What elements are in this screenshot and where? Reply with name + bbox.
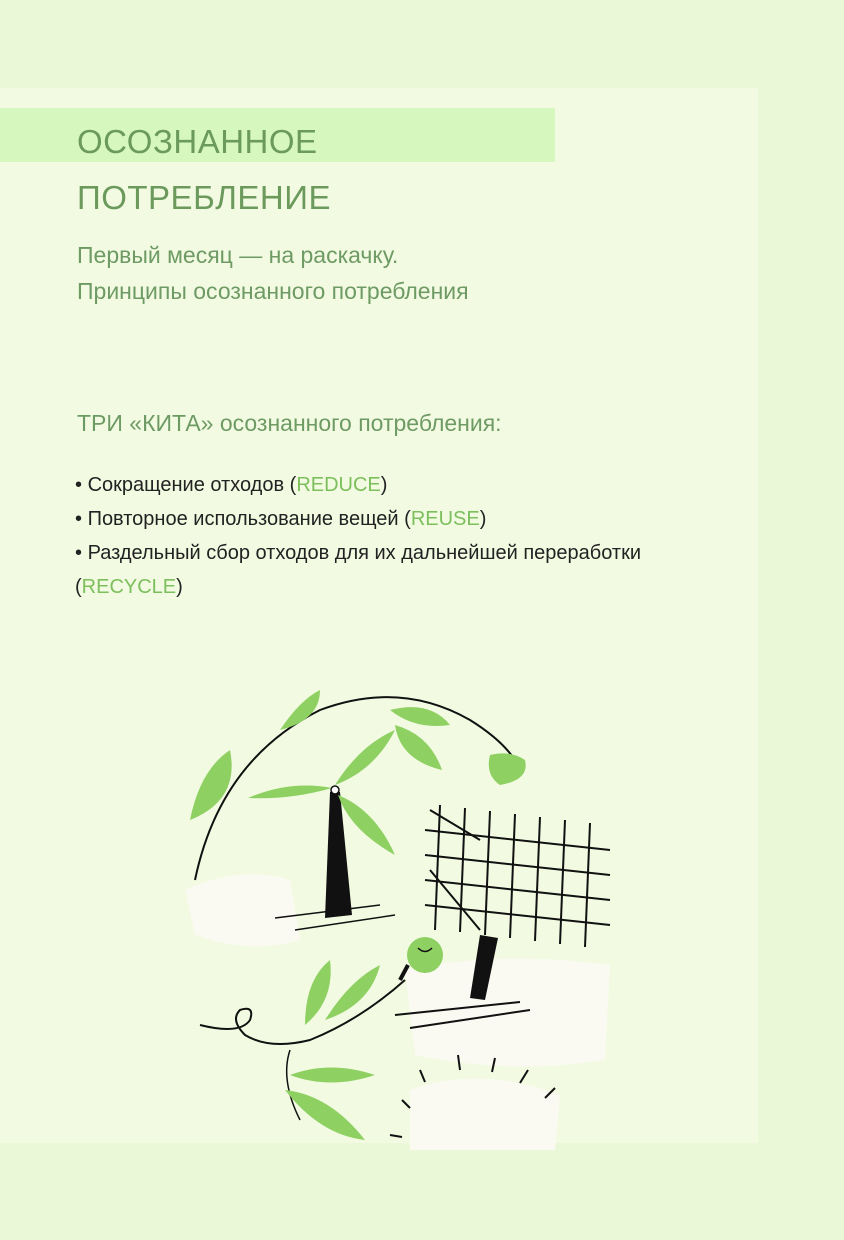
bullet: •: [75, 542, 88, 564]
page-title: [77, 114, 331, 226]
list-item-recycle: [75, 536, 735, 570]
item-paren: ): [380, 474, 388, 496]
item-paren: ): [176, 576, 183, 598]
item-paren: ): [479, 508, 487, 530]
item-text: Раздельный сбор отходов для их дальнейшей переработки: [87, 542, 642, 564]
bullet: •: [75, 474, 88, 496]
subtitle-line-2: Принципы осознанного потребления: [77, 278, 469, 304]
item-text: Сокращение отходов (: [87, 474, 297, 496]
item-term: REUSE: [410, 508, 480, 530]
list-item-recycle-cont: [75, 570, 735, 604]
list-item-reuse: [75, 502, 735, 536]
item-text: Повторное использование вещей (: [87, 508, 411, 530]
item-term: RECYCLE: [81, 576, 177, 598]
pillars-list: [75, 468, 735, 604]
item-term: REDUCE: [296, 474, 381, 496]
vine-icon: [195, 697, 520, 880]
eco-illustration: [180, 680, 620, 1150]
item-paren: (: [75, 576, 82, 598]
title-line-1: ОСОЗНАННОЕ: [77, 123, 318, 160]
list-item-reduce: [75, 468, 735, 502]
pillars-heading: ТРИ «КИТА» осознанного потребления:: [77, 410, 502, 436]
subtitle: [77, 237, 469, 309]
subtitle-line-1: Первый месяц — на раскачку.: [77, 242, 399, 268]
bullet: •: [75, 508, 88, 530]
title-line-2: ПОТРЕБЛЕНИЕ: [77, 179, 331, 216]
